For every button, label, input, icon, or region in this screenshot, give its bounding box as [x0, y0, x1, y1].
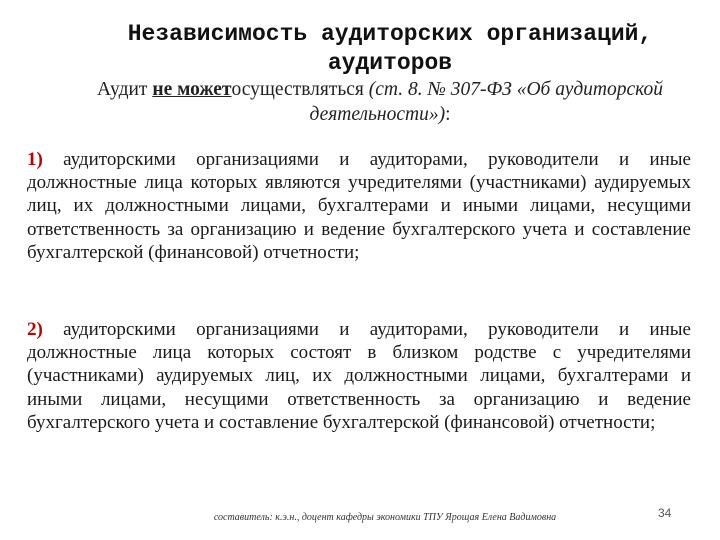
subtitle-suffix: : [445, 104, 451, 125]
title-line-1: Независимость аудиторских организаций, [127, 21, 653, 47]
list-item-1 [27, 148, 691, 264]
item-1-text: аудиторскими организациями и аудиторами, руководители и иные должностные лица которых являются учредителями (участниками) аудируемых лиц, их должностными лицами, бухгалтерами и иными лицами, несущими ответственность за организацию и ведение бухгалтерского учета и составление бухгалтерской (финансовой) отчетности; [27, 149, 691, 263]
subtitle-emphasis: не может [152, 79, 232, 100]
title-line-2: аудиторов [327, 50, 453, 76]
subtitle-verb: осуществляться [231, 79, 369, 100]
item-2-text: аудиторскими организациями и аудиторами, руководители и иные должностные лица которых состоят в близком родстве с учредителями (участниками) аудируемых лиц, их должностными лицами, бухгалтерами и иными лицами, несущими ответственность за организацию и ведение бухгалтерского учета и составление бухгалтерской (финансовой) отчетности; [27, 319, 691, 433]
item-1-number: 1) [27, 149, 43, 170]
slide-title [60, 20, 720, 78]
slide-number: 34 [658, 506, 672, 520]
subtitle-prefix: Аудит [96, 79, 153, 100]
subtitle-reference: (ст. 8. № 307-ФЗ «Об аудиторской деятельности») [309, 79, 664, 125]
slide-subtitle [70, 77, 690, 127]
item-2-number: 2) [27, 319, 43, 340]
list-item-2 [27, 318, 691, 434]
footer-author: составитель: к.э.н., доцент кафедры экономики ТПУ Ярощая Елена Вадимовна [213, 512, 557, 523]
